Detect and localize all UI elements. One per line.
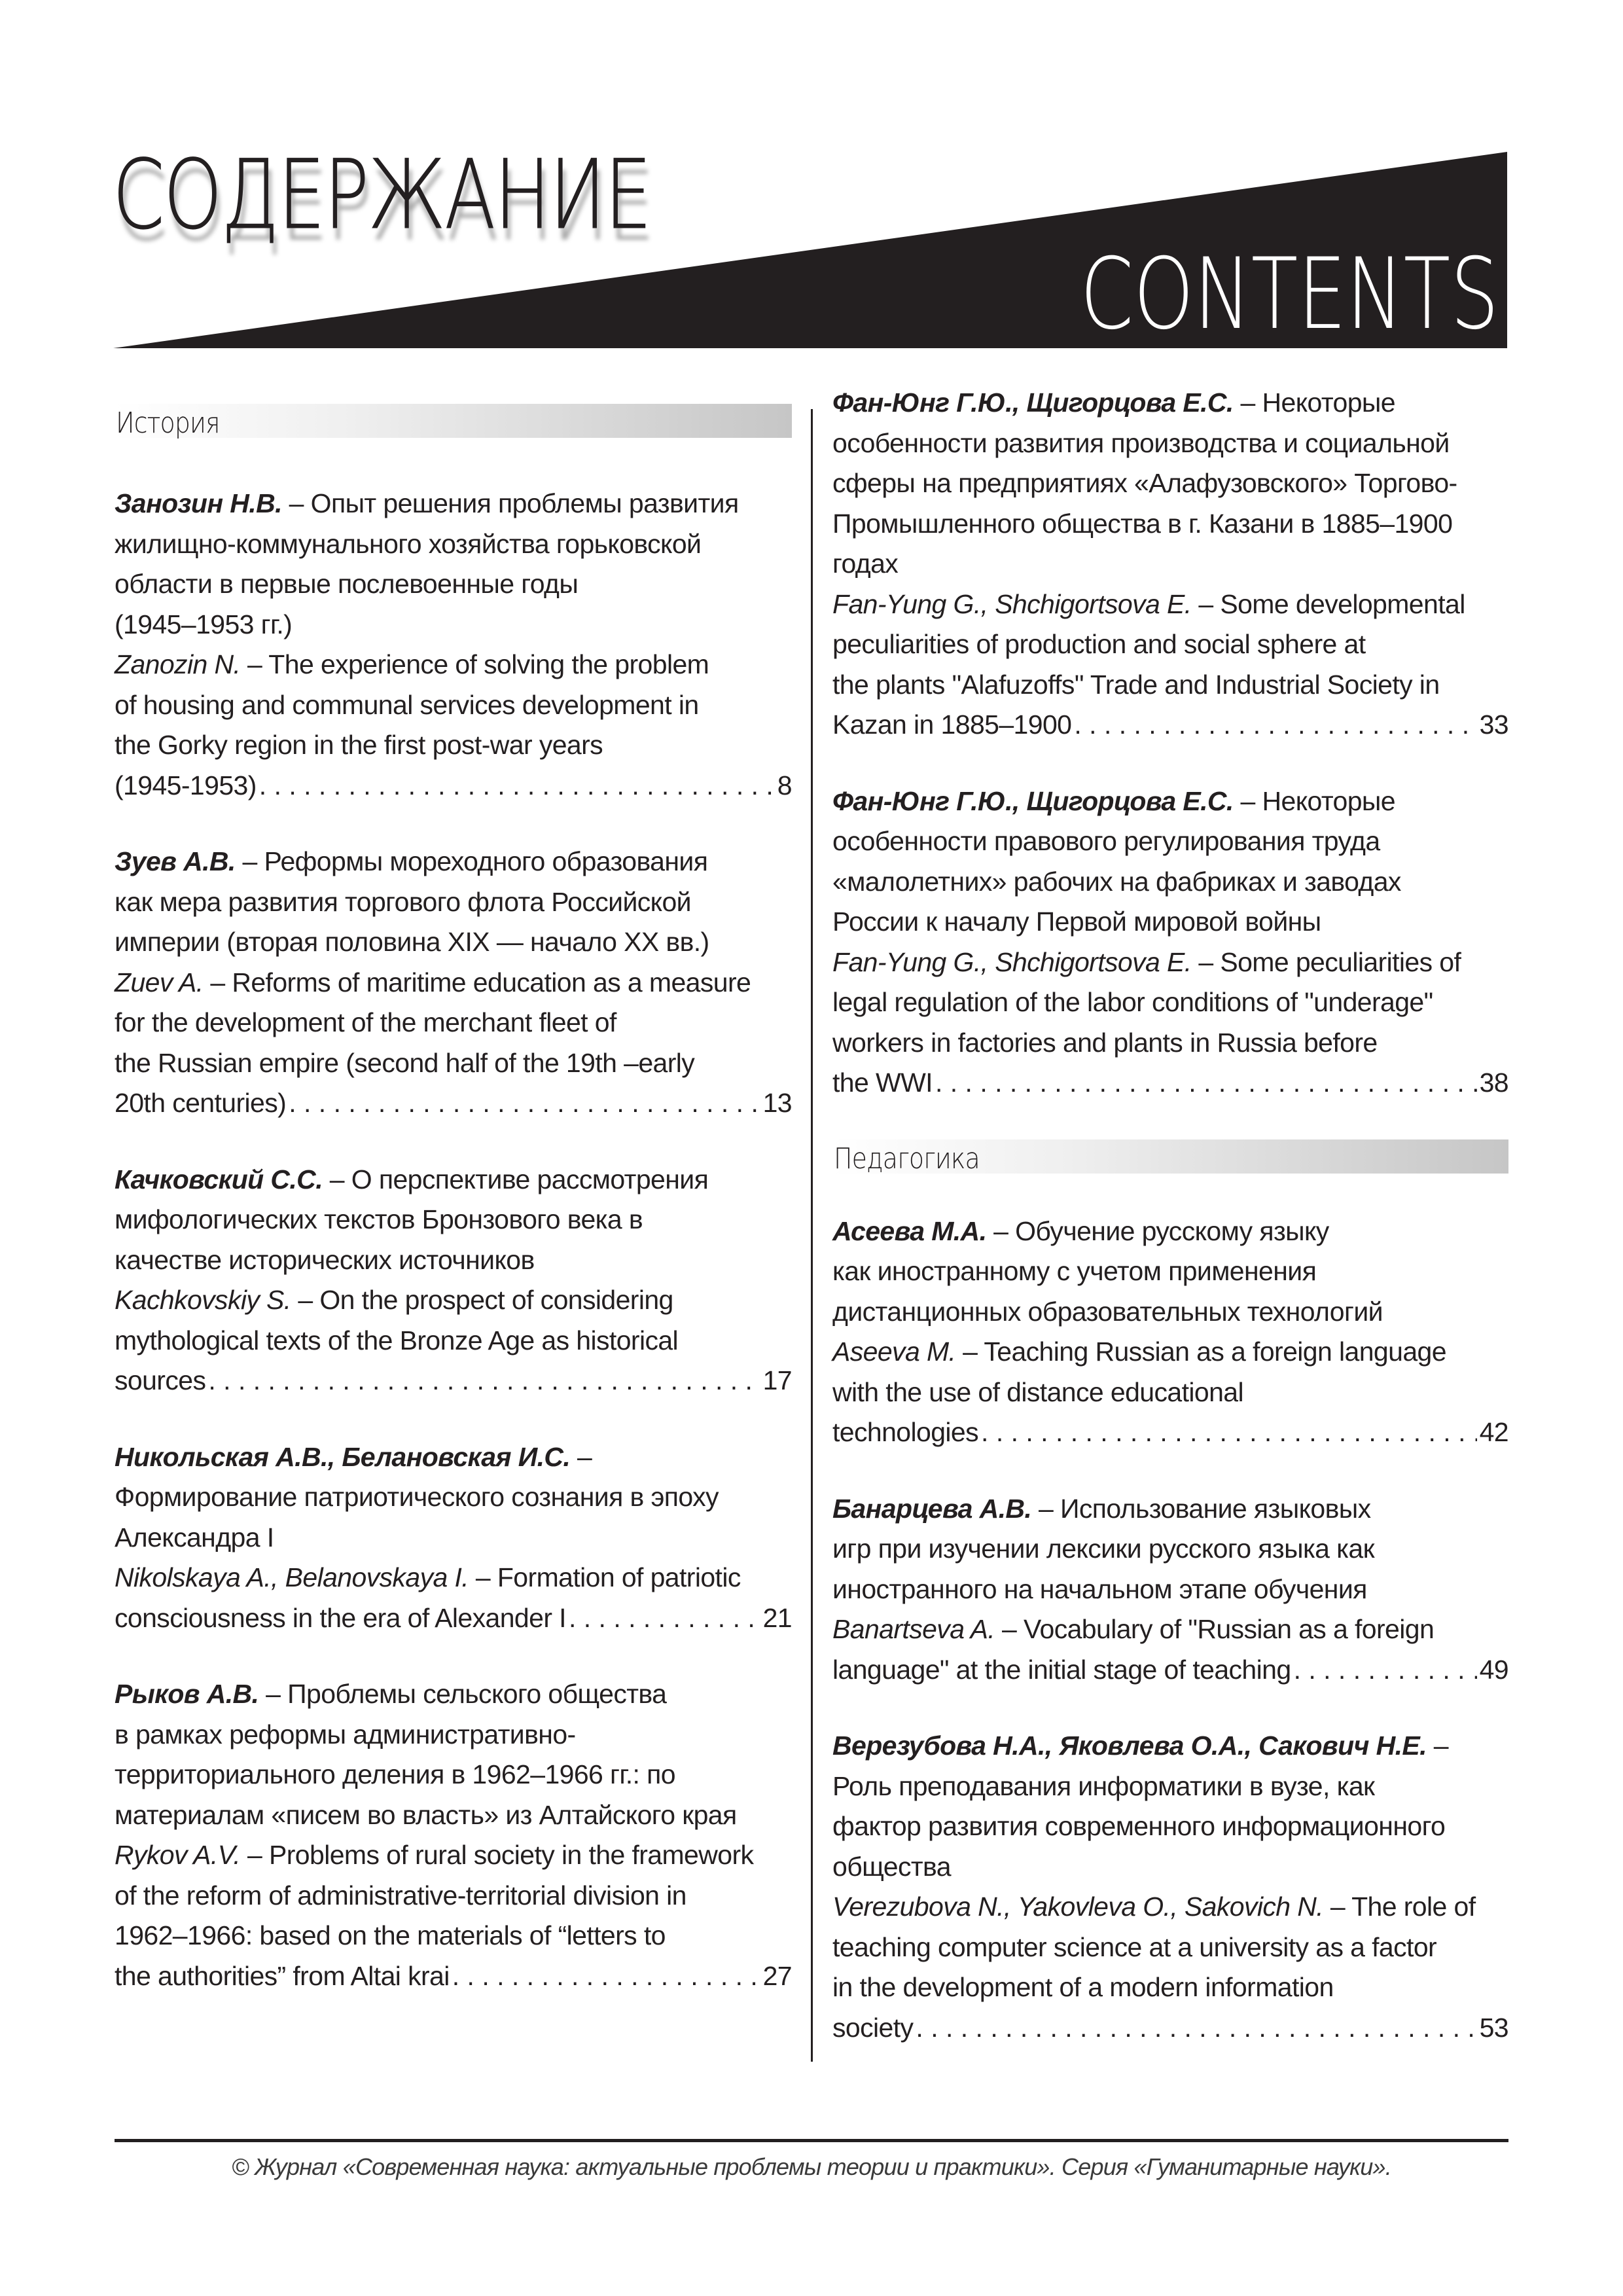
title-en-text: – Formation of patriotic bbox=[469, 1562, 741, 1592]
entry-title-en-line bbox=[832, 1609, 1508, 1650]
entry-title-ru-line: области в первые послевоенные годы bbox=[115, 569, 579, 599]
entry-title-en-line: of the reform of administrative-territorial division in bbox=[115, 1880, 687, 1910]
entry-title-en-line bbox=[832, 584, 1508, 625]
entry-title-ru-line: (1945–1953 гг.) bbox=[115, 609, 293, 639]
entry-last-text: 20th centuries) bbox=[115, 1088, 287, 1118]
toc-entry[interactable] bbox=[832, 1211, 1508, 1453]
entry-title-ru-line: игр при изучении лексики русского языка как bbox=[832, 1534, 1374, 1564]
section-header-pedagogy bbox=[832, 1139, 1508, 1174]
entry-title-ru-line: Александра I bbox=[115, 1522, 274, 1552]
author-ru: Рыков А.В. bbox=[115, 1679, 259, 1709]
section-title: История bbox=[116, 406, 220, 440]
entry-last-line bbox=[832, 705, 1508, 745]
title-ru-text: – О перспективе рассмотрения bbox=[322, 1164, 709, 1194]
leader-dots bbox=[916, 2008, 1476, 2049]
leader-dots bbox=[289, 1083, 760, 1124]
author-en: Kachkovskiy S. bbox=[115, 1285, 291, 1315]
toc-entry[interactable] bbox=[115, 1437, 792, 1639]
entry-title-ru-line bbox=[115, 1437, 792, 1478]
entry-title-en-line: mythological texts of the Bronze Age as historical bbox=[115, 1325, 679, 1355]
entry-last-line bbox=[115, 1083, 792, 1124]
entry-title-ru-line bbox=[832, 1726, 1508, 1767]
author-ru: Банарцева А.В. bbox=[832, 1493, 1032, 1524]
entry-title-ru-line: как иностранному с учетом применения bbox=[832, 1256, 1317, 1286]
toc-entry-list bbox=[832, 383, 1508, 1103]
title-en-text: – Vocabulary of "Russian as a foreign bbox=[995, 1614, 1435, 1644]
entry-title-ru-line: сферы на предприятиях «Алафузовского» Торгово- bbox=[832, 468, 1457, 498]
title-en-text: – Teaching Russian as a foreign language bbox=[955, 1336, 1446, 1367]
title-ru-text: – bbox=[1426, 1731, 1448, 1761]
page-number[interactable]: 53 bbox=[1479, 2012, 1508, 2043]
author-ru: Зуев А.В. bbox=[115, 846, 236, 876]
left-column bbox=[115, 404, 792, 1996]
entry-title-ru-line: империи (вторая половина XIX — начало XX вв.) bbox=[115, 927, 709, 957]
author-ru: Никольская А.В., Белановская И.С. bbox=[115, 1441, 571, 1472]
author-en: Fan-Yung G., Shchigortsova E. bbox=[832, 588, 1192, 619]
page-number[interactable]: 17 bbox=[762, 1365, 792, 1395]
entry-last-line bbox=[832, 1650, 1508, 1691]
toc-entry[interactable] bbox=[832, 383, 1508, 745]
page-title-en: CONTENTS bbox=[1080, 238, 1499, 351]
title-ru-text: – Некоторые bbox=[1233, 785, 1396, 816]
author-en: Aseeva M. bbox=[832, 1336, 956, 1367]
entry-title-ru-line: России к началу Первой мировой войны bbox=[832, 906, 1321, 937]
page-number[interactable]: 49 bbox=[1479, 1654, 1508, 1685]
title-ru-text: – Проблемы сельского общества bbox=[259, 1679, 667, 1709]
entry-last-text: the authorities” from Altai krai bbox=[115, 1960, 450, 1991]
entry-title-ru-line: дистанционных образовательных технологий bbox=[832, 1296, 1383, 1327]
page-number[interactable]: 38 bbox=[1479, 1067, 1508, 1098]
section-header-history bbox=[115, 404, 792, 438]
entry-last-line bbox=[115, 766, 792, 806]
entry-title-ru-line: «малолетних» рабочих на фабриках и заводах bbox=[832, 866, 1401, 897]
leader-dots bbox=[208, 1361, 760, 1401]
entry-last-text: society bbox=[832, 2012, 914, 2043]
author-en: Nikolskaya A., Belanovskaya I. bbox=[115, 1562, 469, 1592]
entry-title-en-line bbox=[115, 1835, 792, 1876]
entry-last-line bbox=[115, 1598, 792, 1639]
entry-title-en-line: 1962–1966: based on the materials of “letters to bbox=[115, 1920, 666, 1950]
author-ru: Фан-Юнг Г.Ю., Щигорцова Е.С. bbox=[832, 785, 1234, 816]
entry-last-line bbox=[115, 1956, 792, 1997]
entry-last-line bbox=[832, 1063, 1508, 1103]
title-en-text: – The experience of solving the problem bbox=[240, 649, 709, 679]
entry-title-ru-line: в рамках реформы административно- bbox=[115, 1719, 576, 1749]
title-en-text: – Reforms of maritime education as a measure bbox=[203, 967, 751, 997]
toc-entry-list bbox=[832, 1211, 1508, 2049]
leader-dots bbox=[981, 1412, 1477, 1453]
title-en-text: – The role of bbox=[1323, 1892, 1476, 1922]
toc-entry[interactable] bbox=[115, 842, 792, 1124]
author-en: Banartseva A. bbox=[832, 1614, 995, 1644]
entry-title-ru-line: особенности правового регулирования труда bbox=[832, 826, 1380, 856]
toc-entry[interactable] bbox=[115, 484, 792, 806]
page-title-ru: СОДЕРЖАНИЕ bbox=[113, 139, 651, 251]
entry-last-text: sources bbox=[115, 1365, 206, 1395]
entry-title-en-line: in the development of a modern information bbox=[832, 1972, 1334, 2002]
entry-title-ru-line: материалам «писем во власть» из Алтайского края bbox=[115, 1799, 737, 1830]
entry-last-text: consciousness in the era of Alexander I bbox=[115, 1602, 566, 1633]
right-column bbox=[832, 387, 1508, 2048]
page-number[interactable]: 21 bbox=[762, 1602, 792, 1633]
title-ru-text: – Некоторые bbox=[1233, 387, 1396, 418]
footer-rule bbox=[115, 2139, 1508, 2142]
toc-entry[interactable] bbox=[115, 1674, 792, 1996]
entry-title-ru-line: особенности развития производства и социальной bbox=[832, 427, 1450, 458]
entry-title-ru-line bbox=[832, 1489, 1508, 1530]
toc-entry-list bbox=[115, 484, 792, 1996]
entry-title-ru-line: как мера развития торгового флота Российской bbox=[115, 886, 691, 917]
column-divider bbox=[811, 409, 813, 2062]
entry-title-en-line bbox=[832, 1887, 1508, 1928]
author-en: Zuev A. bbox=[115, 967, 204, 997]
entry-last-text: language" at the initial stage of teaching bbox=[832, 1654, 1291, 1685]
entry-title-en-line: teaching computer science at a university as a factor bbox=[832, 1931, 1437, 1962]
section-title: Педагогика bbox=[834, 1141, 980, 1175]
entry-title-en-line bbox=[115, 1558, 792, 1598]
entry-title-ru-line: общества bbox=[832, 1851, 951, 1882]
author-en: Zanozin N. bbox=[115, 649, 241, 679]
entry-last-text: technologies bbox=[832, 1417, 979, 1447]
entry-title-ru-line bbox=[115, 842, 792, 882]
entry-title-en-line: the plants "Alafuzoffs" Trade and Industrial Society in bbox=[832, 669, 1440, 700]
title-ru-text: – Опыт решения проблемы развития bbox=[281, 488, 739, 518]
toc-entry[interactable] bbox=[115, 1160, 792, 1401]
author-ru: Верезубова Н.А., Яковлева О.А., Сакович Н.Е. bbox=[832, 1731, 1427, 1761]
entry-title-en-line bbox=[832, 1332, 1508, 1372]
entry-title-en-line: workers in factories and plants in Russia before bbox=[832, 1027, 1378, 1058]
entry-title-ru-line: качестве исторических источников bbox=[115, 1244, 535, 1275]
title-en-text: – Problems of rural society in the framework bbox=[240, 1840, 754, 1870]
entry-title-ru-line: Роль преподавания информатики в вузе, как bbox=[832, 1770, 1375, 1801]
footer-copyright: © Журнал «Современная наука: актуальные проблемы теории и практики». Серия «Гуманитарные науки». bbox=[232, 2153, 1391, 2180]
title-ru-text: – Обучение русскому языку bbox=[986, 1215, 1329, 1246]
entry-title-en-line: the Gorky region in the first post-war years bbox=[115, 730, 603, 760]
leader-dots bbox=[1294, 1650, 1477, 1691]
page-number[interactable]: 33 bbox=[1479, 709, 1508, 740]
entry-title-ru-line: Промышленного общества в г. Казани в 1885–1900 bbox=[832, 508, 1453, 539]
entry-last-line bbox=[115, 1361, 792, 1401]
leader-dots bbox=[259, 766, 775, 806]
entry-title-en-line: with the use of distance educational bbox=[832, 1376, 1243, 1407]
author-en: Verezubova N., Yakovleva O., Sakovich N. bbox=[832, 1892, 1324, 1922]
entry-last-text: the WWI bbox=[832, 1067, 933, 1098]
author-en: Rykov A.V. bbox=[115, 1840, 241, 1870]
title-en-text: – On the prospect of considering bbox=[291, 1285, 673, 1315]
title-en-text: – Some developmental bbox=[1191, 588, 1465, 619]
entry-title-en-line: the Russian empire (second half of the 19th –early bbox=[115, 1047, 695, 1078]
title-ru-text: – Использование языковых bbox=[1031, 1493, 1371, 1524]
entry-title-ru-line: фактор развития современного информационного bbox=[832, 1811, 1446, 1841]
toc-entry[interactable] bbox=[832, 1489, 1508, 1691]
author-ru: Занозин Н.В. bbox=[115, 488, 282, 518]
leader-dots bbox=[452, 1956, 760, 1997]
entry-title-en-line: peculiarities of production and social sphere at bbox=[832, 629, 1366, 659]
header-banner bbox=[0, 0, 1623, 367]
title-ru-text: – bbox=[570, 1441, 592, 1472]
leader-dots bbox=[935, 1063, 1477, 1103]
entry-last-line bbox=[832, 2008, 1508, 2049]
entry-title-ru-line: годах bbox=[832, 548, 899, 579]
page-number[interactable]: 42 bbox=[1479, 1417, 1508, 1447]
title-en-text: – Some peculiarities of bbox=[1191, 946, 1461, 977]
leader-dots bbox=[1074, 705, 1476, 745]
entry-title-ru-line: Формирование патриотического сознания в эпоху bbox=[115, 1482, 719, 1512]
toc-entry[interactable] bbox=[832, 1726, 1508, 2048]
entry-title-ru-line bbox=[832, 1211, 1508, 1252]
entry-title-en-line bbox=[832, 942, 1508, 983]
entry-last-text: (1945-1953) bbox=[115, 770, 257, 800]
author-en: Fan-Yung G., Shchigortsova E. bbox=[832, 946, 1192, 977]
entry-title-ru-line bbox=[832, 781, 1508, 822]
title-ru-text: – Реформы мореходного образования bbox=[235, 846, 708, 876]
entry-title-ru-line bbox=[832, 383, 1508, 423]
entry-title-en-line: for the development of the merchant fleet of bbox=[115, 1007, 616, 1037]
entry-title-en-line bbox=[115, 963, 792, 1003]
page-number[interactable]: 8 bbox=[777, 770, 792, 800]
entry-title-ru-line: мифологических текстов Бронзового века в bbox=[115, 1204, 643, 1234]
entry-title-ru-line bbox=[115, 1160, 792, 1200]
entry-title-ru-line: территориального деления в 1962–1966 гг.: по bbox=[115, 1759, 675, 1789]
page-number[interactable]: 13 bbox=[762, 1088, 792, 1118]
leader-dots bbox=[569, 1598, 760, 1639]
entry-title-ru-line: иностранного на начальном этапе обучения bbox=[832, 1573, 1367, 1604]
page-number[interactable]: 27 bbox=[762, 1960, 792, 1991]
entry-last-line bbox=[832, 1412, 1508, 1453]
author-ru: Асеева М.А. bbox=[832, 1215, 987, 1246]
entry-title-en-line: of housing and communal services development in bbox=[115, 689, 699, 720]
entry-title-ru-line bbox=[115, 484, 792, 524]
author-ru: Качковский С.С. bbox=[115, 1164, 323, 1194]
entry-title-ru-line: жилищно-коммунального хозяйства горьковской bbox=[115, 528, 702, 559]
author-ru: Фан-Юнг Г.Ю., Щигорцова Е.С. bbox=[832, 387, 1234, 418]
toc-entry[interactable] bbox=[832, 781, 1508, 1103]
entry-title-en-line bbox=[115, 645, 792, 685]
entry-last-text: Kazan in 1885–1900 bbox=[832, 709, 1072, 740]
entry-title-ru-line bbox=[115, 1674, 792, 1715]
entry-title-en-line: legal regulation of the labor conditions of "underage" bbox=[832, 987, 1433, 1017]
entry-title-en-line bbox=[115, 1280, 792, 1321]
